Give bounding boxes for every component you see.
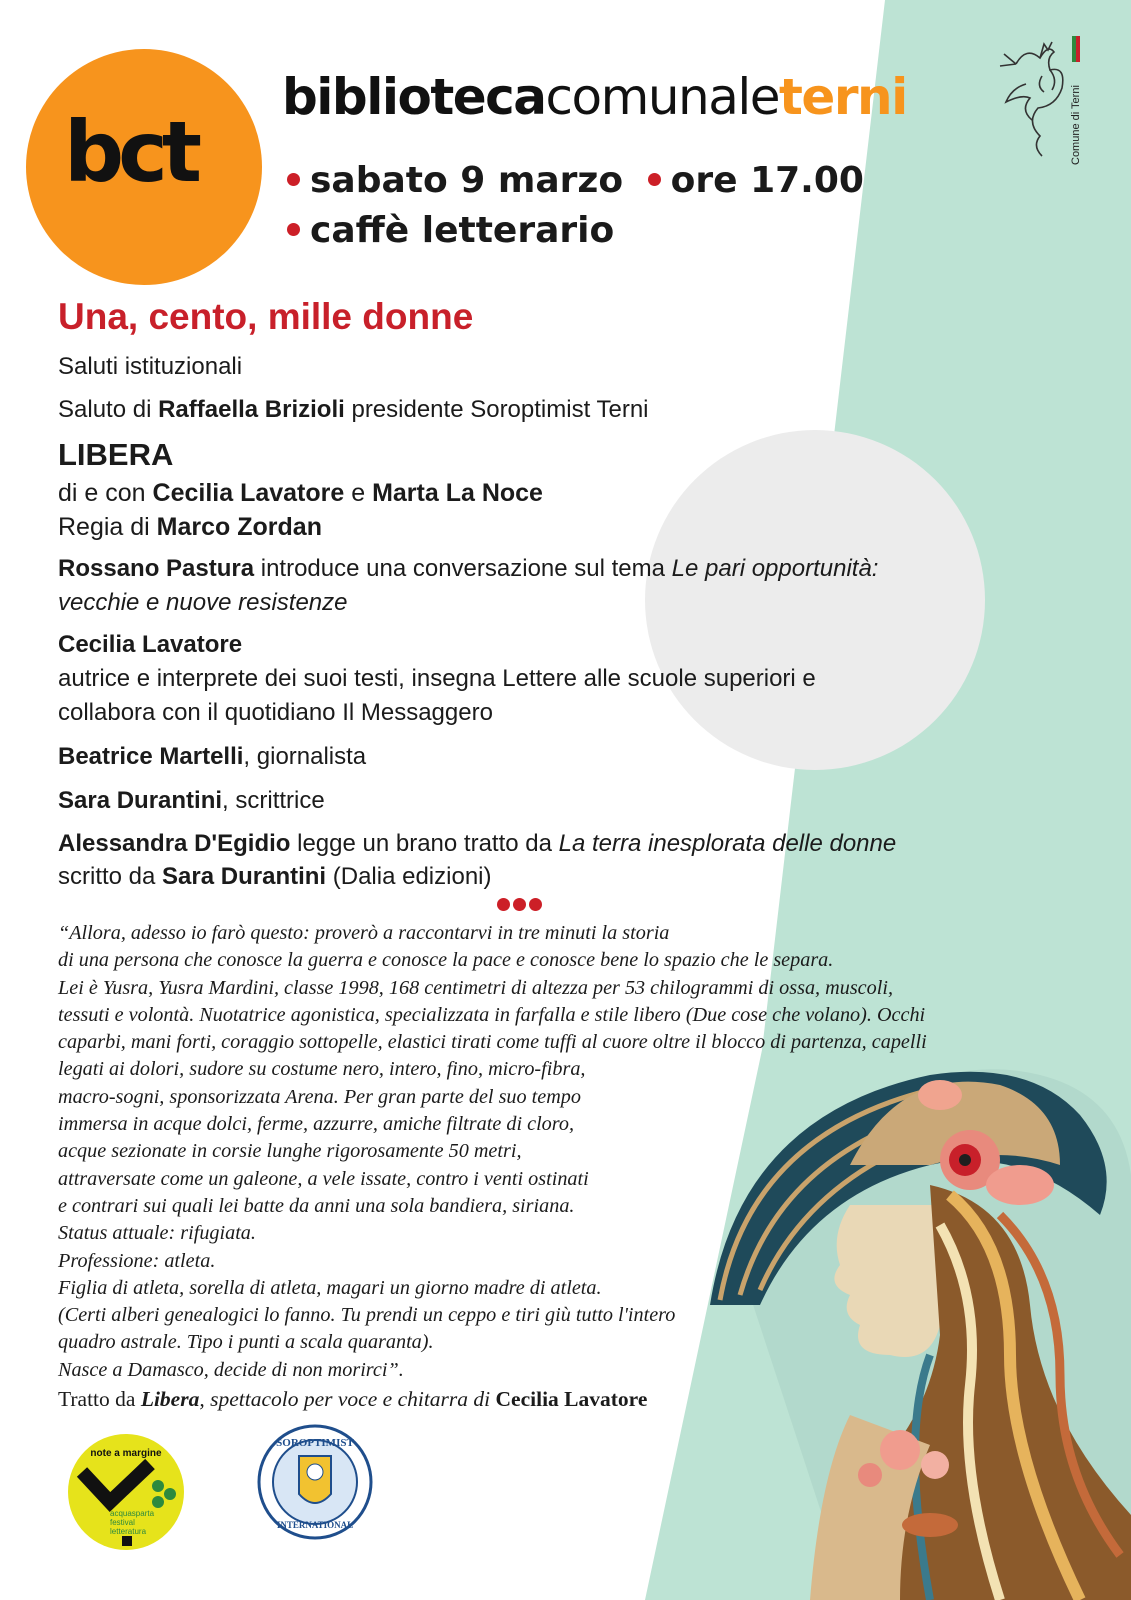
quote-line: e contrari sui quali lei batte da anni una sola bandiera, siriana. xyxy=(58,1194,575,1217)
event-place-line xyxy=(287,210,614,251)
event-place: caffè letterario xyxy=(310,210,615,251)
notes-line-1: acquasparta xyxy=(110,1509,155,1518)
quote-line: acque sezionate in corsie lunghe rigorosamente 50 metri, xyxy=(58,1140,522,1163)
cast-name-1: Cecilia Lavatore xyxy=(152,479,345,507)
quote-line: Professione: atleta. xyxy=(58,1249,216,1272)
quote-line: caparbi, mani forti, coraggio sottopelle, elastici tirati come tuffi al cuore oltre il blocco di partenza, capelli xyxy=(58,1031,927,1054)
quote-line: Nasce a Damasco, decide di non morirci”. xyxy=(58,1358,404,1381)
cast-mid: e xyxy=(344,479,373,507)
written-line xyxy=(58,860,492,894)
quote-line: Figlia di atleta, sorella di atleta, magari un giorno madre di atleta. xyxy=(58,1276,602,1299)
note-a-margine-logo xyxy=(66,1432,186,1552)
quote-line: macro-sogni, sponsorizzata Arena. Per gran parte del suo tempo xyxy=(58,1085,581,1108)
bct-logo-text: bct xyxy=(64,103,197,201)
reader-text: legge un brano tratto da xyxy=(290,830,559,857)
title-part-terni: terni xyxy=(779,68,907,126)
bullet-dot xyxy=(648,173,661,186)
cast-prefix: di e con xyxy=(58,479,153,507)
event-datetime xyxy=(287,160,864,201)
event-day: sabato 9 marzo xyxy=(310,160,624,201)
event-headline: Una, cento, mille donne xyxy=(58,296,474,337)
title-part-biblioteca: biblioteca xyxy=(282,68,546,126)
reader-line xyxy=(58,827,896,861)
separator-dots xyxy=(497,898,545,916)
saluti-line: Saluti istituzionali xyxy=(58,353,243,380)
saluto-suffix: presidente Soroptimist Terni xyxy=(344,396,649,423)
written-suffix: (Dalia edizioni) xyxy=(326,863,492,890)
quote-source xyxy=(58,1387,647,1412)
quote-line: Status attuale: rifugiata. xyxy=(58,1222,256,1245)
source-author: Cecilia Lavatore xyxy=(495,1387,648,1411)
event-time: ore 17.00 xyxy=(670,160,864,201)
intro-text: introduce una conversazione sul tema xyxy=(254,555,672,582)
notes-line-3: letteratura xyxy=(110,1527,147,1536)
bio-name: Cecilia Lavatore xyxy=(58,631,243,658)
guest-2-role: , scrittrice xyxy=(222,787,325,814)
notes-top-text: note a margine xyxy=(90,1448,162,1459)
quote-line: (Certi alberi genealogici lo fanno. Tu prendi un ceppo e tiri giù tutto l'intero xyxy=(58,1304,676,1327)
library-title xyxy=(282,68,907,126)
cast-name-2: Marta La Noce xyxy=(372,479,543,507)
intro-topic-1: Le pari opportunità: xyxy=(671,555,879,582)
saluto-prefix: Saluto di xyxy=(58,396,159,423)
bio-line-2: collabora con il quotidiano Il Messaggero xyxy=(58,699,493,726)
quote-line: immersa in acque dolci, ferme, azzurre, amiche filtrate di cloro, xyxy=(58,1113,575,1136)
quote-line: attraversate come un galeone, a vele issate, contro i venti ostinati xyxy=(58,1167,589,1190)
bullet-dot xyxy=(287,223,300,236)
quote-line: Lei è Yusra, Yusra Mardini, classe 1998, 168 centimetri di altezza per 53 chilogrammi di ossa, muscoli, xyxy=(58,976,893,999)
soropt-top-text: SOROPTIMIST xyxy=(276,1437,354,1449)
quote-line: “Allora, adesso io farò questo: proverò a raccontarvi in tre minuti la storia xyxy=(58,922,670,944)
reader-name: Alessandra D'Egidio xyxy=(58,830,291,857)
quote-line: di una persona che conosce la guerra e conosce la pace e conosce bene lo spazio che le separa. xyxy=(58,949,834,972)
intro-line xyxy=(58,552,878,586)
quote-line: tessuti e volontà. Nuotatrice agonistica, specializzata in farfalla e stile libero (Due cose che volano). Occhi xyxy=(58,1003,926,1026)
quote-block xyxy=(58,920,978,1384)
regia-prefix: Regia di xyxy=(58,513,157,541)
guest-2 xyxy=(58,784,325,818)
source-title: Libera xyxy=(140,1387,200,1411)
written-name: Sara Durantini xyxy=(162,863,327,890)
bullet-dot xyxy=(287,173,300,186)
intro-name: Rossano Pastura xyxy=(58,555,255,582)
quote-line: quadro astrale. Tipo i punti a scala quaranta). xyxy=(58,1331,434,1354)
qr-code-icon xyxy=(122,1536,132,1546)
saluto-name: Raffaella Brizioli xyxy=(158,396,345,423)
comune-label: Comune di Terni xyxy=(1070,85,1082,165)
notes-line-2: festival xyxy=(110,1518,135,1527)
regia-name: Marco Zordan xyxy=(156,513,322,541)
show-title: LIBERA xyxy=(58,437,174,472)
show-cast-line xyxy=(58,476,543,511)
title-part-comunale: comunale xyxy=(545,68,780,126)
regia-line xyxy=(58,510,322,545)
guest-1-role: , giornalista xyxy=(243,743,367,770)
guest-2-name: Sara Durantini xyxy=(58,787,223,814)
book-title: La terra inesplorata delle donne xyxy=(558,830,897,857)
guest-1 xyxy=(58,740,366,774)
intro-topic-2: vecchie e nuove resistenze xyxy=(58,589,348,616)
bio-line-1: autrice e interprete dei suoi testi, insegna Lettere alle scuole superiori e xyxy=(58,665,816,692)
soropt-bottom-text: INTERNATIONAL xyxy=(276,1520,354,1530)
soroptimist-logo xyxy=(257,1424,373,1540)
saluto-line xyxy=(58,393,649,427)
source-middle: , spettacolo per voce e chitarra di xyxy=(199,1387,496,1411)
guest-1-name: Beatrice Martelli xyxy=(58,743,244,770)
source-prefix: Tratto da xyxy=(58,1387,141,1411)
quote-line: legati ai dolori, sudore su costume nero, intero, fino, micro-fibra, xyxy=(58,1058,586,1081)
written-prefix: scritto da xyxy=(58,863,163,890)
